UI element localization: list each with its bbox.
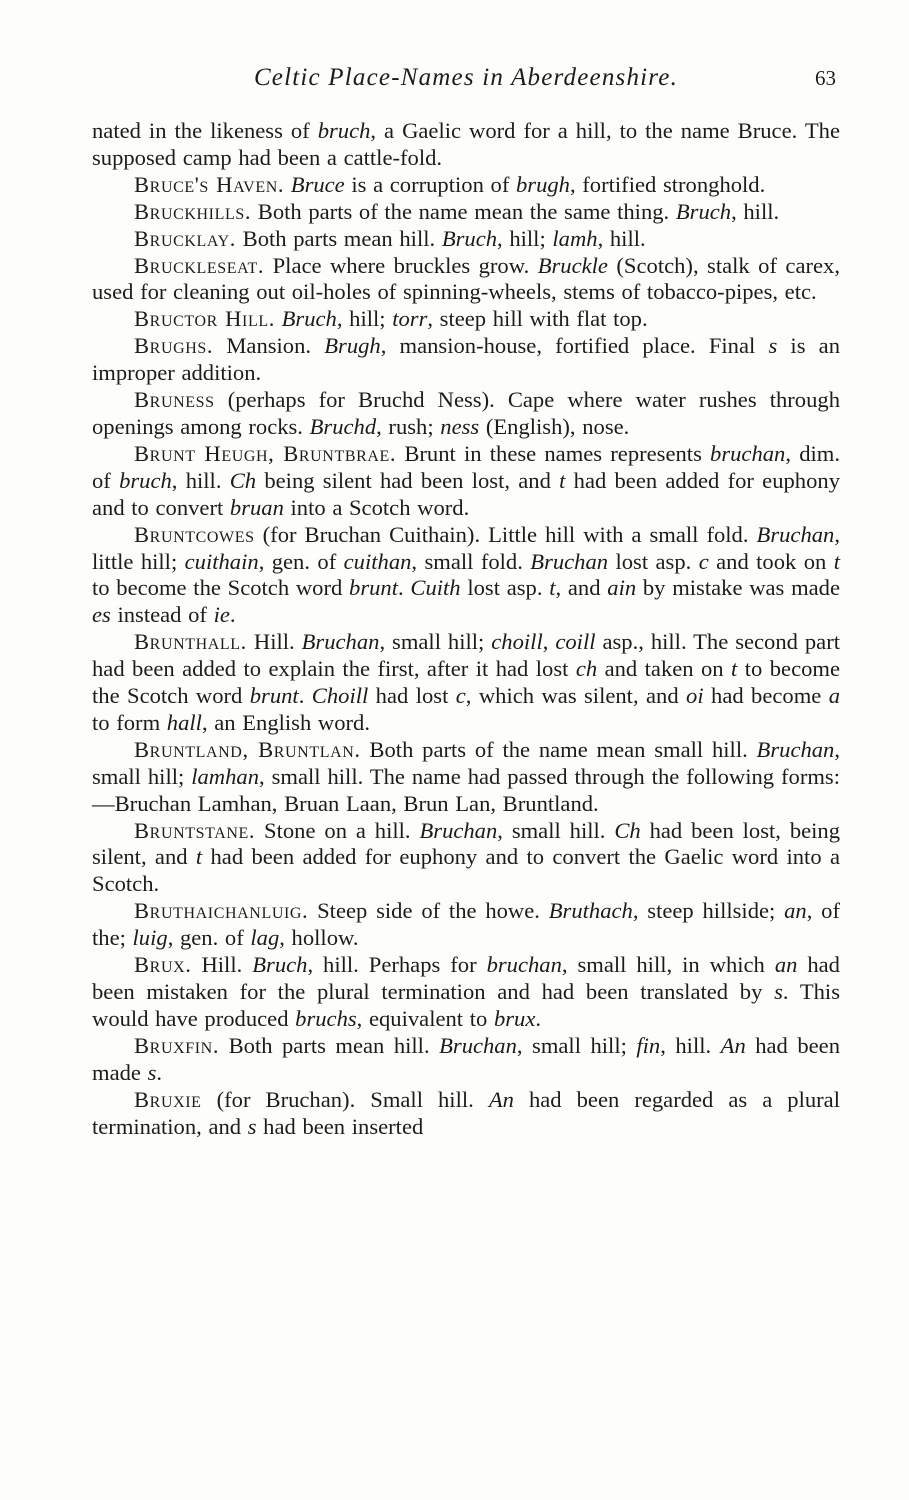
text-run: , hill. (171, 467, 230, 493)
text-run: (Scotch), stalk of carex, used for cleaning out oil-holes of spinning-wheels, stems of tobacco-pipes, etc. (92, 252, 840, 305)
text-run: . This would have produced (92, 979, 840, 1031)
text-run: , an English word. (201, 709, 370, 735)
text-run: had lost (368, 683, 456, 709)
italic-term: Bruchan (439, 1032, 517, 1058)
entry-headword: Brunthall. (134, 629, 247, 655)
entry-headword: Brucklay. (134, 225, 236, 251)
italic-term: Bruthach (548, 898, 633, 924)
italic-term: bruch (317, 118, 371, 143)
entry-headword: Brughs. (134, 333, 214, 359)
text-run: , hollow. (279, 925, 359, 951)
italic-term: s (768, 333, 778, 359)
italic-term: bruch (119, 467, 172, 493)
text-run: , of the; (92, 898, 840, 951)
italic-term: coill (555, 629, 596, 655)
text-run: to become the Scotch word (92, 656, 840, 709)
text-run: , a Gaelic word for a hill, to the name Bruce. The supposed camp had been a cattle-fold. (92, 118, 840, 170)
italic-term: s (147, 1059, 157, 1085)
italic-term: oi (686, 683, 704, 709)
text-run: and took on (708, 548, 834, 574)
entry-headword: Bruce's Haven. (134, 171, 285, 197)
text-run: , (542, 629, 556, 655)
text-run: , gen. of (167, 925, 251, 951)
text-run: , small fold. (411, 548, 531, 574)
italic-term: Brugh (324, 333, 381, 359)
italic-term: c (698, 548, 709, 574)
italic-term: Bruckle (537, 252, 608, 278)
text-run: Place where bruckles grow. (264, 252, 538, 278)
text-run: Both parts mean hill. (219, 1032, 440, 1058)
text-run: , fortified stronghold. (569, 171, 766, 197)
text-run: , small hill; (379, 629, 492, 655)
text-run: . (535, 1005, 542, 1031)
text-run: , steep hillside; (632, 898, 785, 924)
text-run (275, 306, 282, 331)
page-number: 63 (815, 66, 836, 90)
entry-paragraph (92, 253, 840, 307)
text-run: to become the Scotch word (92, 575, 350, 601)
entry-paragraph (92, 441, 840, 522)
entry-paragraph (92, 1087, 840, 1141)
text-run: , hill; (497, 225, 553, 251)
italic-term: an (784, 898, 807, 924)
text-run: had been mistaken for the plural termination and had been translated by (92, 952, 840, 1004)
italic-term: An (720, 1032, 746, 1058)
text-run: , steep hill with flat top. (427, 306, 648, 332)
text-run: Brunt in these names represents (396, 440, 711, 466)
entry-paragraph (92, 818, 840, 899)
text-run: and taken on (597, 656, 732, 682)
italic-term: ain (607, 575, 637, 601)
text-run: is a corruption of (344, 171, 516, 197)
italic-term: brugh (516, 171, 570, 197)
italic-term: bruchan (710, 440, 786, 466)
entry-headword: Bructor Hill. (134, 306, 275, 332)
text-run: , gen. of (258, 548, 344, 574)
text-run: lost asp. (460, 575, 550, 601)
text-run: , which was silent, and (465, 683, 687, 709)
text-run: , dim. of (92, 440, 840, 493)
italic-term: t (549, 575, 556, 601)
italic-term: t (731, 656, 738, 682)
text-run: instead of (110, 602, 214, 628)
entry-paragraph (92, 172, 840, 199)
italic-term: ch (575, 656, 598, 682)
italic-term: bruan (229, 494, 284, 520)
italic-term: torr (392, 306, 428, 332)
entry-paragraph (92, 952, 840, 1033)
text-run: , small hill. (497, 817, 615, 843)
italic-term: t (195, 844, 203, 870)
entry-headword: Bruckleseat. (134, 252, 265, 278)
italic-term: Bruchd (309, 413, 377, 439)
text-run: asp., hill. The second part had been added to explain the first, after it had lost (92, 629, 841, 682)
entry-headword: Bruxfin. (134, 1032, 220, 1058)
italic-term: bruchan (486, 952, 562, 978)
text-run: , hill. Perhaps for (307, 952, 487, 978)
italic-term: Bruchan (756, 736, 835, 762)
text-run: , rush; (376, 413, 441, 439)
text-run: Hill. (246, 629, 302, 655)
text-run: had been inserted (256, 1113, 424, 1139)
text-run: by mistake was made (636, 575, 841, 601)
text-run: had been regarded as a plural termination, and (92, 1086, 840, 1139)
italic-term: Ch (229, 467, 257, 493)
italic-term: ness (440, 413, 480, 439)
text-run: , little hill; (92, 521, 840, 574)
text-run: had become (703, 683, 829, 709)
text-run: nated in the likeness of (92, 118, 318, 143)
page-header (92, 64, 840, 100)
text-run: Stone on a hill. (255, 817, 420, 843)
text-run: . (156, 1059, 163, 1085)
italic-term: Bruchan (301, 629, 380, 655)
italic-term: Bruchan (756, 521, 835, 547)
italic-term: Ch (614, 817, 641, 843)
text-run: being silent had been lost, and (256, 467, 560, 493)
entry-paragraph (92, 333, 840, 387)
entry-paragraph (92, 226, 840, 253)
italic-term: Bruch (281, 306, 337, 332)
text-run: , and (555, 575, 608, 601)
italic-term: brunt (349, 575, 398, 601)
italic-term: Bruch (441, 225, 498, 251)
italic-term: s (774, 979, 783, 1004)
italic-term: An (488, 1086, 514, 1112)
italic-term: Cuith (410, 575, 461, 601)
italic-term: s (247, 1113, 257, 1139)
text-run: (English), nose. (479, 413, 630, 439)
entry-headword: Bruthaichanluig. (134, 898, 309, 924)
text-run: Mansion. (213, 333, 325, 359)
text-run: into a Scotch word. (283, 494, 470, 520)
entry-headword: Brux. (134, 952, 192, 978)
italic-term: c (455, 683, 466, 709)
text-run: Both parts of the name mean the same thing. (251, 198, 676, 224)
italic-term: lamh (552, 225, 598, 251)
entry-paragraph (92, 199, 840, 226)
text-run: (for Bruchan). Small hill. (201, 1086, 489, 1112)
entry-paragraph (92, 1033, 840, 1087)
text-run: , equivalent to (356, 1005, 494, 1031)
italic-term: brux (493, 1005, 536, 1031)
text-run (284, 172, 291, 197)
italic-term: Bruchan (530, 548, 609, 574)
italic-term: es (92, 602, 111, 628)
text-run: Hill. (191, 952, 253, 978)
text-run: lost asp. (608, 548, 699, 574)
italic-term: cuithan (343, 548, 412, 574)
italic-term: Bruce (290, 171, 345, 197)
italic-term: hall (166, 709, 202, 735)
text-run: . (298, 683, 312, 709)
entry-paragraph (92, 629, 840, 737)
italic-term: lamhan (191, 763, 260, 789)
text-run: , small hill, in which (561, 952, 775, 978)
italic-term: an (774, 952, 798, 978)
entry-paragraph (92, 737, 840, 818)
text-run: had been made (92, 1032, 840, 1085)
text-run: Steep side of the howe. (308, 898, 549, 924)
italic-term: a (828, 683, 841, 709)
entry-headword: Bruness (134, 387, 215, 413)
italic-term: lag (250, 925, 280, 951)
italic-term: t (559, 467, 566, 493)
text-run: , small hill; (516, 1032, 637, 1058)
text-run: had been lost, being silent, and (92, 817, 841, 870)
italic-term: Bruch (252, 952, 308, 978)
entry-headword: Bruckhills. (134, 198, 252, 224)
italic-term: brunt (249, 683, 299, 709)
body-text (92, 118, 840, 1140)
entry-paragraph (92, 306, 840, 333)
italic-term: t (833, 548, 841, 574)
text-run: , hill. (731, 198, 780, 224)
text-run: is an improper addition. (92, 333, 840, 386)
running-title: Celtic Place-Names in Aberdeenshire. (253, 64, 679, 91)
entry-paragraph (92, 898, 840, 952)
entry-headword: Bruntland, Bruntlan. (134, 736, 361, 762)
text-run: (for Bruchan Cuithain). Little hill with a small fold. (254, 521, 757, 547)
entry-headword: Bruxie (134, 1086, 202, 1112)
text-run: , small hill; (92, 736, 841, 789)
text-run: , hill; (336, 306, 393, 332)
italic-term: cuithain (184, 548, 259, 574)
italic-term: fin (636, 1032, 661, 1058)
text-run: . (229, 602, 236, 628)
italic-term: luig (132, 925, 168, 951)
italic-term: Choill (311, 683, 369, 709)
text-run: , hill. (597, 225, 646, 251)
entry-paragraph (92, 387, 840, 441)
text-run: Both parts mean hill. (236, 225, 442, 251)
italic-term: choill (491, 629, 543, 655)
text-run: had been added for euphony and to convert (92, 467, 840, 520)
text-run: (perhaps for Bruchd Ness). Cape where water rushes through openings among rocks. (92, 387, 840, 439)
italic-term: ie (213, 602, 230, 628)
italic-term: Bruchan (419, 817, 498, 843)
text-run: , small hill. The name had passed through the following forms:—Bruchan Lamhan, Bruan Laan, Brun Lan, Bruntland. (92, 763, 840, 816)
italic-term: bruchs (295, 1005, 357, 1031)
text-run: . (398, 575, 411, 601)
text-run: , hill. (660, 1032, 721, 1058)
text-run: Both parts of the name mean small hill. (360, 736, 757, 762)
entry-headword: Bruntstane. (134, 817, 256, 843)
italic-term: Bruch (675, 198, 732, 224)
entry-paragraph (92, 522, 840, 630)
entry-headword: Brunt Heugh, Bruntbrae. (134, 440, 397, 466)
continued-paragraph (92, 118, 840, 172)
text-run: to form (92, 709, 167, 735)
entry-headword: Bruntcowes (134, 521, 255, 547)
text-run: , mansion-house, fortified place. Final (380, 333, 769, 359)
text-run: had been added for euphony and to convert the Gaelic word into a Scotch. (92, 844, 840, 897)
